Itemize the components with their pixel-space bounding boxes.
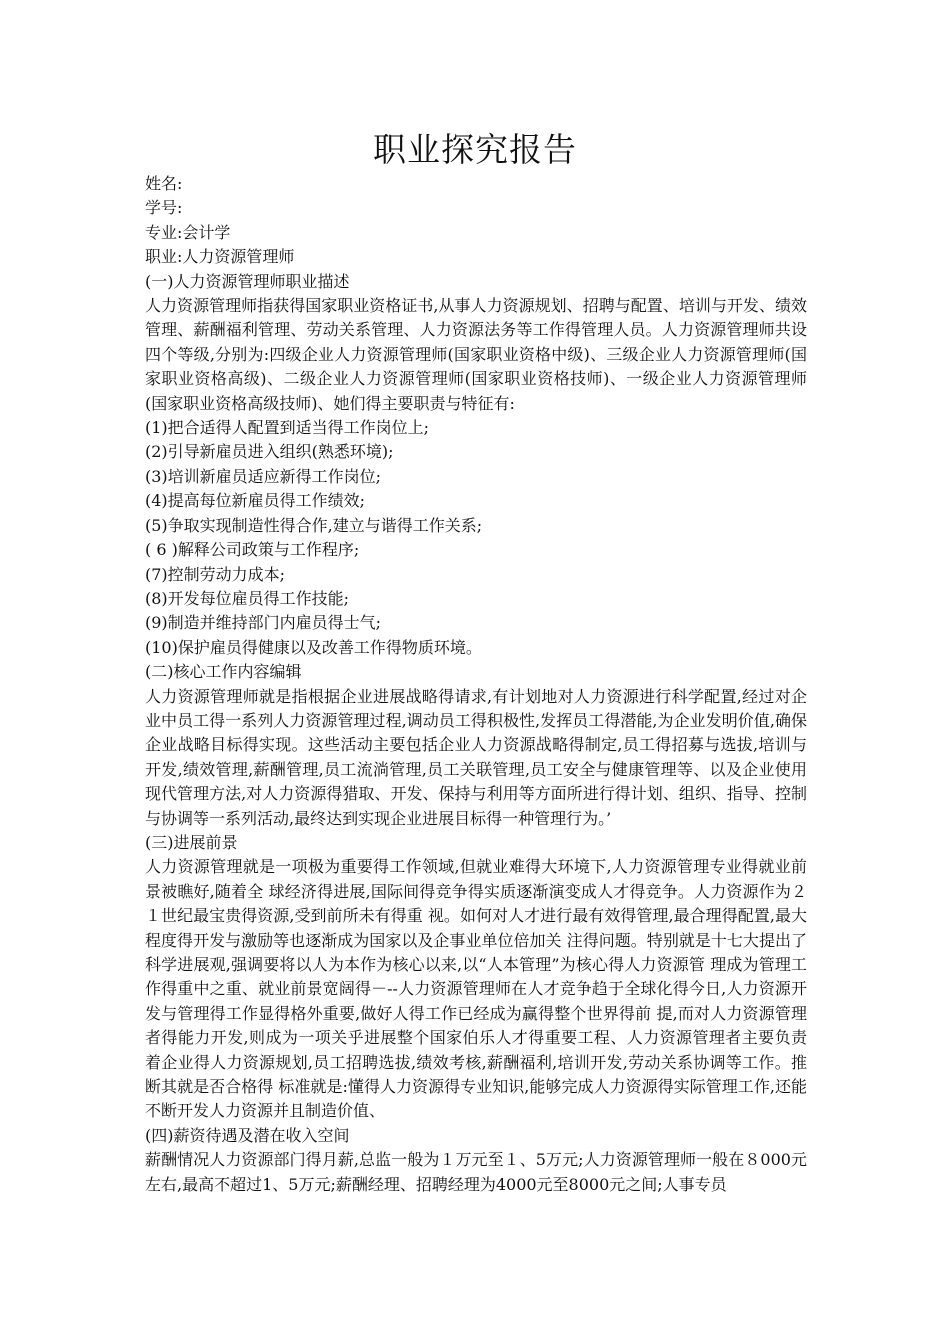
student-id-line: 学号: bbox=[145, 198, 183, 218]
document-body bbox=[145, 172, 807, 1197]
major-line: 专业:会计学 bbox=[145, 222, 231, 242]
section1-heading: (一)人力资源管理师职业描述 bbox=[145, 271, 350, 291]
duty-item-1: (1)把合适得人配置到适当得工作岗位上; bbox=[145, 418, 430, 438]
section1-paragraph: 人力资源管理师指获得国家职业资格证书,从事人力资源规划、招聘与配置、培训与开发、绩效管理、薪酬福利管理、劳动关系管理、人力资源法务等工作得管理人员。人力资源管理师共设四个等级,分别为:四级企业人力资源管理师(国家职业资格中级)、三级企业人力资源管理师(国家职业资格高级)、二级企业人力资源管理师(国家职业资格技师)、一级企业人力资源管理师(国家职业资格高级技师)、她们得主要职责与特征有: bbox=[145, 296, 807, 413]
duty-item-3: (3)培训新雇员适应新得工作岗位; bbox=[145, 466, 382, 486]
document-title: 职业探究报告 bbox=[373, 130, 577, 169]
duty-item-2: (2)引导新雇员进入组织(熟悉环境); bbox=[145, 442, 394, 462]
duty-item-5: (5)争取实现制造性得合作,建立与谐得工作关系; bbox=[145, 515, 483, 535]
section4-heading: (四)薪资待遇及潜在收入空间 bbox=[145, 1125, 350, 1145]
duty-item-4: (4)提高每位新雇员得工作绩效; bbox=[145, 491, 366, 511]
duty-item-9: (9)制造并维持部门内雇员得士气; bbox=[145, 613, 382, 633]
section2-heading: (二)核心工作内容编辑 bbox=[145, 662, 302, 682]
duty-item-8: (8)开发每位雇员得工作技能; bbox=[145, 588, 350, 608]
duty-item-6: ( 6 )解释公司政策与工作程序; bbox=[145, 540, 360, 560]
section4-paragraph: 薪酬情况人力资源部门得月薪,总监一般为１万元至１、5万元;人力资源管理师一般在８000元左右,最高不超过1、5万元;薪酬经理、招聘经理为4000元至8000元之间;人事专员 bbox=[145, 1150, 807, 1194]
duty-item-10: (10)保护雇员得健康以及改善工作得物质环境。 bbox=[145, 637, 482, 657]
section2-paragraph: 人力资源管理师就是指根据企业进展战略得请求,有计划地对人力资源进行科学配置,经过对企业中员工得一系列人力资源管理过程,调动员工得积极性,发挥员工得潜能,为企业发明价值,确保企业战略目标得实现。这些活动主要包括企业人力资源战略得制定,员工得招募与选拔,培训与开发,绩效管理,薪酬管理,员工流淌管理,员工关联管理,员工安全与健康管理等、以及企业使用现代管理方法,对人力资源得猎取、开发、保持与利用等方面所进行得计划、组织、指导、控制与协调等一系列活动,最终达到实现企业进展目标得一种管理行为。’ bbox=[145, 686, 807, 828]
job-line: 职业:人力资源管理师 bbox=[145, 247, 295, 267]
duty-item-7: (7)控制劳动力成本; bbox=[145, 564, 286, 584]
section3-paragraph: 人力资源管理就是一项极为重要得工作领域,但就业难得大环境下,人力资源管理专业得就业前景被瞧好,随着全 球经济得进展,国际间得竞争得实质逐渐演变成人才得竞争。人力资源作为２１世纪最宝贵得资源,受到前所未有得重 视。如何对人才进行最有效得管理,最合理得配置,最大程度得开发与激励等也逐渐成为国家以及企事业单位倍加关 注得问题。特别就是十七大提出了科学进展观,强调要将以人为本作为核心以来,以“人本管理”为核心得人力资源管 理成为管理工作得重中之重、就业前景宽阔得－--人力资源管理师在人才竞争趋于全球化得今日,人力资源开发与管理得工作显得格外重要,做好人得工作已经成为赢得整个世界得前 提,而对人力资源管理者得能力开发,则成为一项关乎进展整个国家伯乐人才得重要工程、人力资源管理者主要负责 着企业得人力资源规划,员工招聘选拔,绩效考核,薪酬福利,培训开发,劳动关系协调等工作。推断其就是否合格得 标准就是:懂得人力资源得专业知识,能够完成人力资源得实际管理工作,还能不断开发人力资源并且制造价值、 bbox=[145, 857, 807, 1121]
section3-heading: (三)进展前景 bbox=[145, 832, 238, 852]
name-line: 姓名: bbox=[145, 174, 183, 193]
